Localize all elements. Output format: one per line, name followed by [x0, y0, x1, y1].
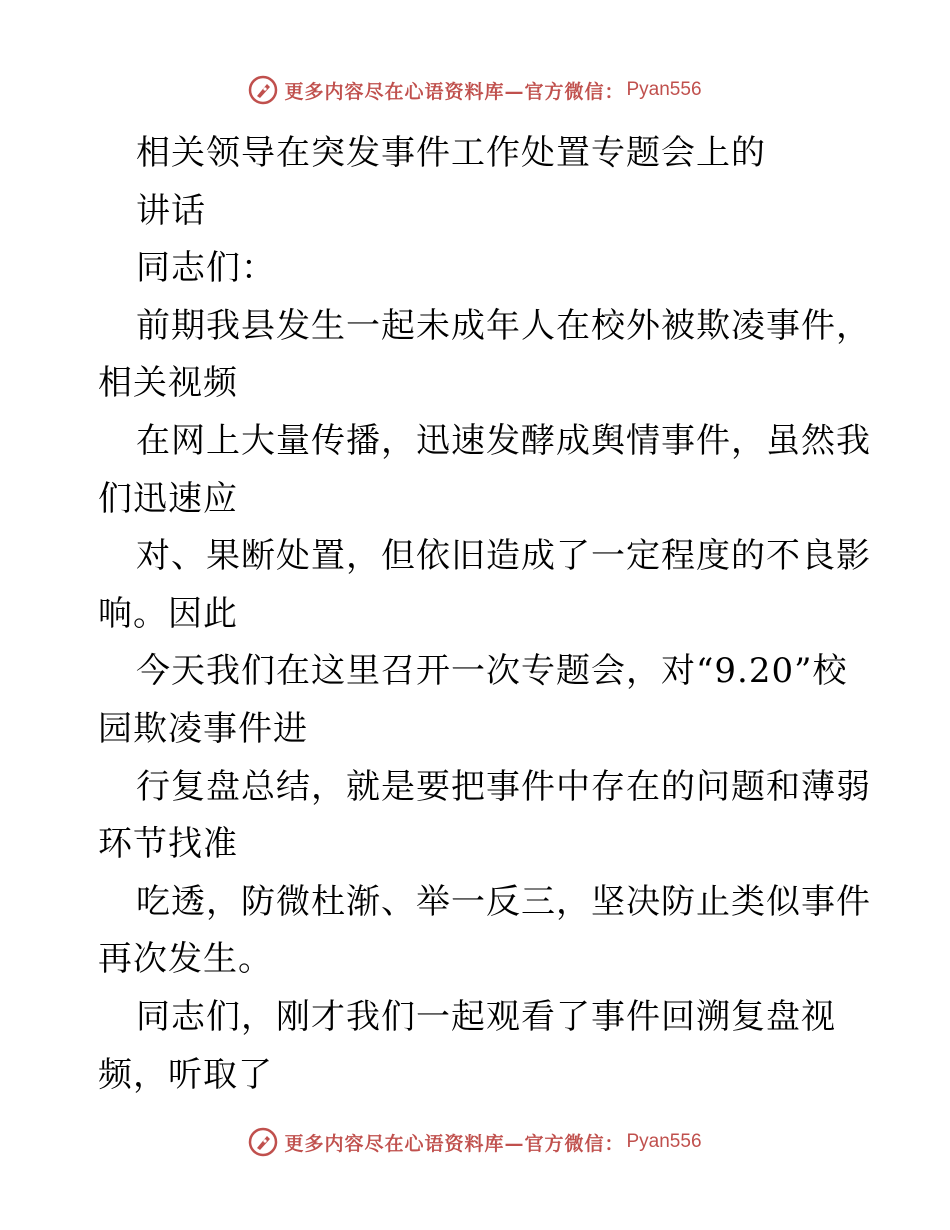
paragraph-line: 环节找准 [98, 824, 238, 865]
paragraph-line: 今天我们在这里召开一次专题会，对“9.20”校 [136, 651, 848, 692]
paragraph-line: 在网上大量传播，迅速发酵成舆情事件，虽然我 [136, 420, 871, 461]
paragraph-line: 同志们，刚才我们一起观看了事件回溯复盘视 [136, 996, 836, 1037]
paragraph-line: 前期我县发生一起未成年人在校外被欺凌事件， [136, 305, 871, 346]
document-body [98, 125, 878, 1104]
paragraph-line: 们迅速应 [98, 478, 238, 519]
paragraph-line: 频，听取了 [98, 1054, 273, 1095]
pen-nib-logo-icon [248, 75, 278, 105]
paragraph-line: 吃透，防微杜渐、举一反三，坚决防止类似事件 [136, 881, 871, 922]
watermark-text: 更多内容尽在心语资料库—官方微信： [284, 1132, 625, 1155]
watermark-text: 更多内容尽在心语资料库—官方微信： [284, 80, 625, 103]
paragraph-line: 对、果断处置，但依旧造成了一定程度的不良影 [136, 536, 871, 577]
paragraph-line: 园欺凌事件进 [98, 708, 308, 749]
paragraph-line: 再次发生。 [98, 939, 273, 980]
document-title-cont: 讲话 [136, 190, 206, 231]
pen-nib-logo-icon [248, 1127, 278, 1157]
paragraph-line: 行复盘总结，就是要把事件中存在的问题和薄弱 [136, 766, 871, 807]
watermark-wechat-id: Pyan556 [626, 1131, 702, 1152]
paragraph-line: 响。因此 [98, 593, 238, 634]
document-title: 相关领导在突发事件工作处置专题会上的 [136, 133, 766, 173]
watermark-banner-bottom [0, 1122, 950, 1162]
watermark-banner-top [0, 70, 950, 110]
paragraph-line: 相关视频 [98, 363, 238, 404]
salutation: 同志们： [136, 248, 276, 289]
watermark-wechat-id: Pyan556 [626, 79, 702, 100]
